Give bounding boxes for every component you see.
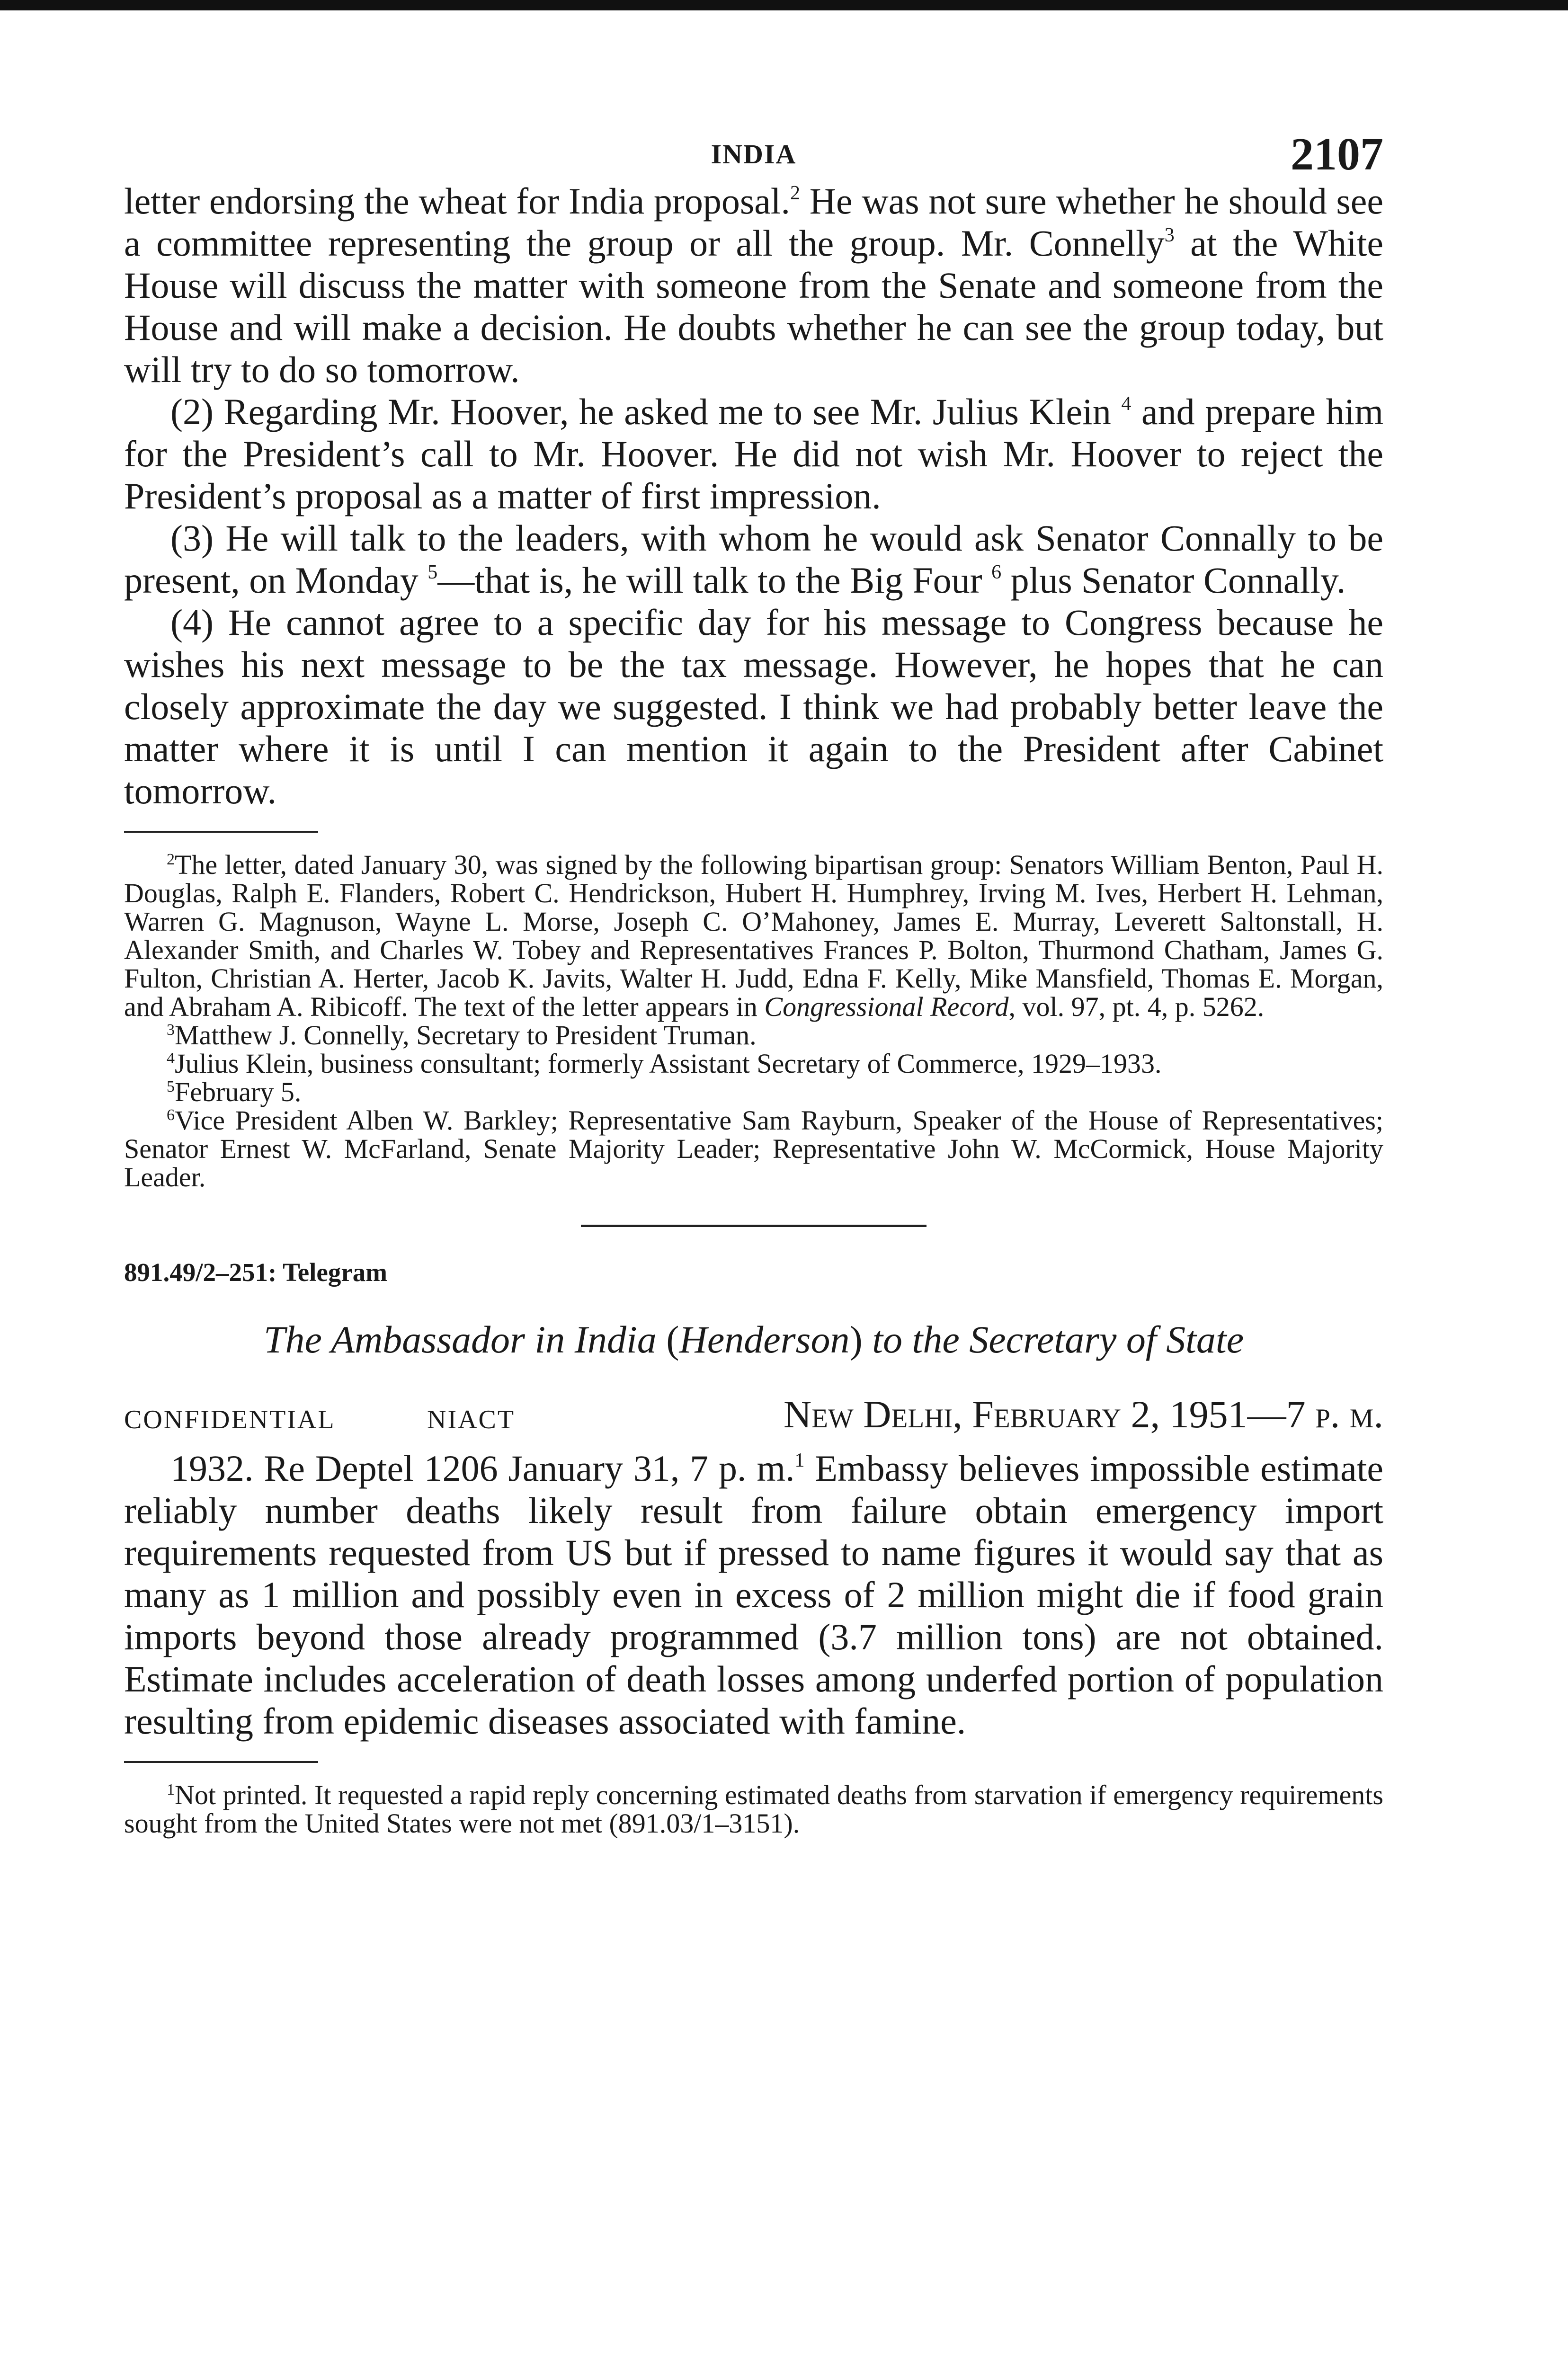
telegram-body: [124, 1447, 1383, 1742]
footnote-rule: [124, 831, 318, 833]
footnote: [124, 1078, 1383, 1106]
footnote-number: 2: [167, 851, 175, 868]
text-run: February 5.: [175, 1077, 302, 1107]
running-head: INDIA: [711, 139, 797, 169]
title-paren-close: ): [849, 1318, 863, 1361]
section-divider: [581, 1225, 927, 1227]
title-name: Henderson: [679, 1318, 850, 1361]
footnote-marker: 4: [1121, 393, 1131, 415]
text-run: Matthew J. Connelly, Secretary to President Truman.: [175, 1020, 757, 1050]
footnote-marker: 6: [991, 561, 1002, 583]
footnote-marker: 1: [794, 1450, 805, 1471]
footnote-number: 6: [167, 1106, 175, 1124]
footnote: [124, 1106, 1383, 1192]
file-reference: 891.49/2–251: Telegram: [124, 1258, 388, 1287]
document-page: [124, 128, 1383, 1838]
page-number: 2107: [1291, 129, 1383, 180]
title-paren-open: (: [666, 1318, 679, 1361]
paragraph: [124, 601, 1383, 812]
place-and-date: New Delhi, February 2, 1951—7 p. m.: [783, 1393, 1383, 1436]
footnotes-block: [124, 851, 1383, 1192]
continuation-text: [124, 180, 1383, 812]
priority: NIACT: [427, 1405, 516, 1434]
page-top-edge: [0, 0, 1568, 10]
footnote-number: 4: [167, 1050, 175, 1067]
footnote: [124, 1050, 1383, 1078]
text-run: (3) He will talk to the leaders, with whom he would ask Senator Connally to be present, on Monday: [124, 517, 1383, 601]
telegram-paragraph: [124, 1447, 1383, 1742]
text-run: He was not sure whether he should see a committee representing the group or all the group. Mr. Connelly: [124, 180, 1383, 264]
text-run: Embassy believes impossible estimate reliably number deaths likely result from failure obtain emergency import requirements requested from US but if pressed to name figures it would say that as many as 1 million and possibly even in excess of 2 million might die if food grain imports beyond those already programmed (3.7 million tons) are not obtained. Estimate includes acceleration of death losses among underfed portion of population resulting from epidemic diseases associated with famine.: [124, 1448, 1383, 1742]
text-run: , vol. 97, pt. 4, p. 5262.: [1008, 991, 1265, 1022]
paragraph: [124, 180, 1383, 391]
footnote-marker: 3: [1164, 224, 1175, 246]
text-run: —that is, he will talk to the Big Four: [437, 560, 992, 601]
text-run: plus Senator Connally.: [1001, 560, 1346, 601]
footnote-marker: 2: [790, 182, 800, 204]
footnote: [124, 851, 1383, 1021]
document-title: [124, 1317, 1383, 1362]
paragraph: [124, 517, 1383, 601]
footnote-number: 3: [167, 1021, 175, 1039]
paragraph: [124, 391, 1383, 517]
footnote-number: 1: [167, 1781, 175, 1798]
dateline: [124, 1392, 1383, 1444]
footnote: [124, 1021, 1383, 1050]
page-header: [124, 128, 1383, 180]
footnote-rule: [124, 1761, 318, 1763]
text-run: at the White House will discuss the matter with someone from the Senate and someone from the House and will make a decision. He doubts whether he can see the group today, but will try to do so tomorrow.: [124, 222, 1383, 390]
text-run: Vice President Alben W. Barkley; Representative Sam Rayburn, Speaker of the House of Representatives; Senator Ernest W. McFarland, Senate Majority Leader; Representative John W. McCormick, House Majority Leader.: [124, 1105, 1383, 1192]
footnote-number: 5: [167, 1078, 175, 1095]
italic-text: Congressional Record: [764, 991, 1009, 1022]
text-run: (2) Regarding Mr. Hoover, he asked me to see Mr. Julius Klein: [170, 391, 1122, 432]
title-before: The Ambassador in India: [263, 1318, 667, 1361]
text-run: The letter, dated January 30, was signed by the following bipartisan group: Senators William Benton, Paul H. Douglas, Ralph E. Flanders, Robert C. Hendrickson, Hubert H. Humphrey, Irving M. Ives, Herbert H. Lehman, Warren G. Magnuson, Wayne L. Morse, Joseph C. O’Mahoney, James E. Murray, Leverett Saltonstall, H. Alexander Smith, and Charles W. Tobey and Representatives Frances P. Bolton, Thurmond Chatham, James G. Fulton, Christian A. Herter, Jacob K. Javits, Walter H. Judd, Edna F. Kelly, Mike Mansfield, Thomas E. Morgan, and Abraham A. Ribicoff. The text of the letter appears in: [124, 849, 1383, 1022]
text-run: (4) He cannot agree to a specific day for his message to Congress because he wishes his next message to be the tax message. However, he hopes that he can closely approximate the day we suggested. I think we had probably better leave the matter where it is until I can mention it again to the President after Cabinet tomorrow.: [124, 602, 1383, 811]
footnote-marker: 5: [428, 561, 438, 583]
classification: CONFIDENTIAL: [124, 1405, 336, 1434]
telegram-footnotes: [124, 1781, 1383, 1838]
text-run: Not printed. It requested a rapid reply concerning estimated deaths from starvation if emergency requirements sought from the United States were not met (891.03/1–3151).: [124, 1780, 1383, 1839]
title-after: to the Secretary of State: [862, 1318, 1244, 1361]
text-run: and prepare him for the President’s call to Mr. Hoover. He did not wish Mr. Hoover to reject the President’s proposal as a matter of first impression.: [124, 391, 1383, 516]
text-run: 1932. Re Deptel 1206 January 31, 7 p. m.: [170, 1448, 795, 1489]
footnote: [124, 1781, 1383, 1838]
text-run: Julius Klein, business consultant; formerly Assistant Secretary of Commerce, 1929–1933.: [175, 1048, 1162, 1079]
text-run: letter endorsing the wheat for India proposal.: [124, 180, 790, 222]
